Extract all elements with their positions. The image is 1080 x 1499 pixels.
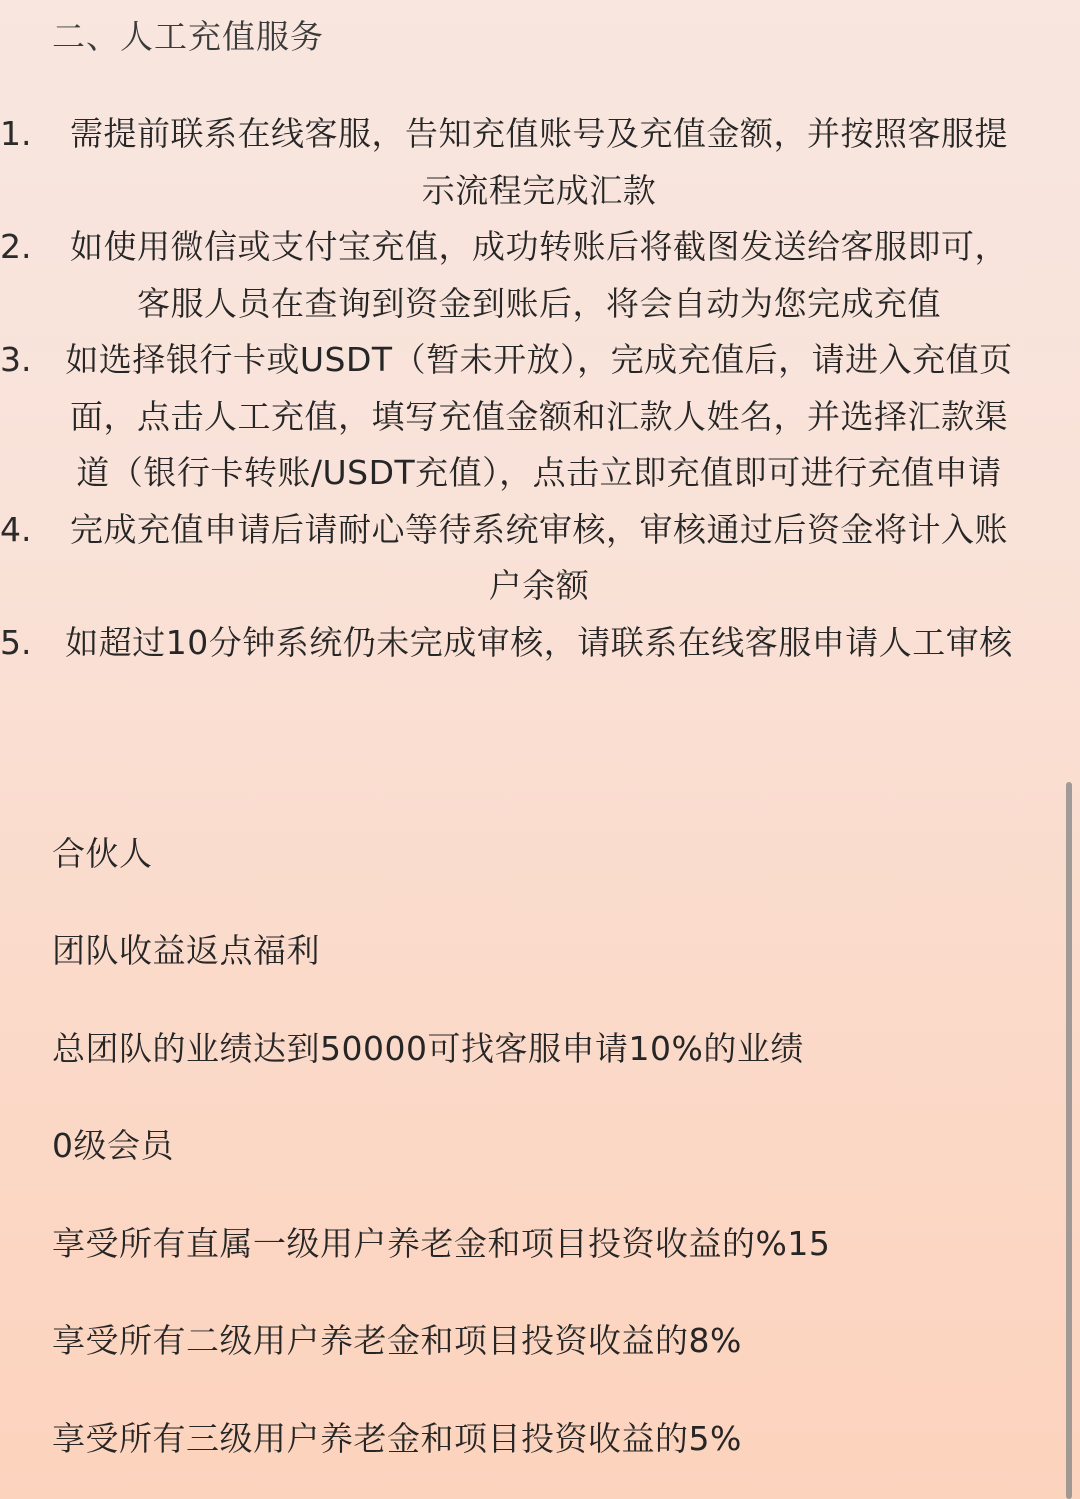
section-title: 二、人工充值服务: [52, 17, 324, 56]
vertical-scrollbar[interactable]: [1066, 782, 1072, 1499]
member-level: 0级会员: [52, 1126, 174, 1165]
step-item: [0, 332, 1080, 502]
recharge-steps-list: [0, 106, 1080, 671]
partner-subheading: 团队收益返点福利: [52, 931, 320, 970]
step-text: 需提前联系在线客服，告知充值账号及充值金额，并按照客服提示流程完成汇款: [70, 114, 1008, 210]
benefit-level-1: 享受所有直属一级用户养老金和项目投资收益的%15: [52, 1224, 831, 1263]
step-number: 2.: [0, 227, 32, 266]
step-item: [0, 502, 1080, 615]
step-number: 5.: [0, 622, 32, 662]
step-number: 1.: [0, 114, 32, 153]
team-performance-rule: 总团队的业绩达到50000可找客服申请10%的业绩: [52, 1029, 804, 1068]
step-text: 如超过10分钟系统仍未完成审核，请联系在线客服申请人工审核: [65, 622, 1013, 662]
partner-heading: 合伙人: [52, 834, 153, 873]
benefit-level-3: 享受所有三级用户养老金和项目投资收益的5%: [52, 1419, 742, 1458]
step-number: 3.: [0, 340, 32, 379]
step-text: 完成充值申请后请耐心等待系统审核，审核通过后资金将计入账户余额: [70, 509, 1008, 605]
step-item: [0, 219, 1080, 332]
step-number: 4.: [0, 509, 32, 549]
step-item: [0, 106, 1080, 219]
benefit-level-2: 享受所有二级用户养老金和项目投资收益的8%: [52, 1321, 742, 1360]
step-text: 如使用微信或支付宝充值，成功转账后将截图发送给客服即可，客服人员在查询到资金到账后，将会自动为您完成充值: [70, 227, 1008, 323]
step-item: [0, 615, 1080, 672]
step-text: 如选择银行卡或USDT（暂未开放），完成充值后，请进入充值页面，点击人工充值，填写充值金额和汇款人姓名，并选择汇款渠道（银行卡转账/USDT充值），点击立即充值即可进行充值申请: [65, 340, 1013, 492]
